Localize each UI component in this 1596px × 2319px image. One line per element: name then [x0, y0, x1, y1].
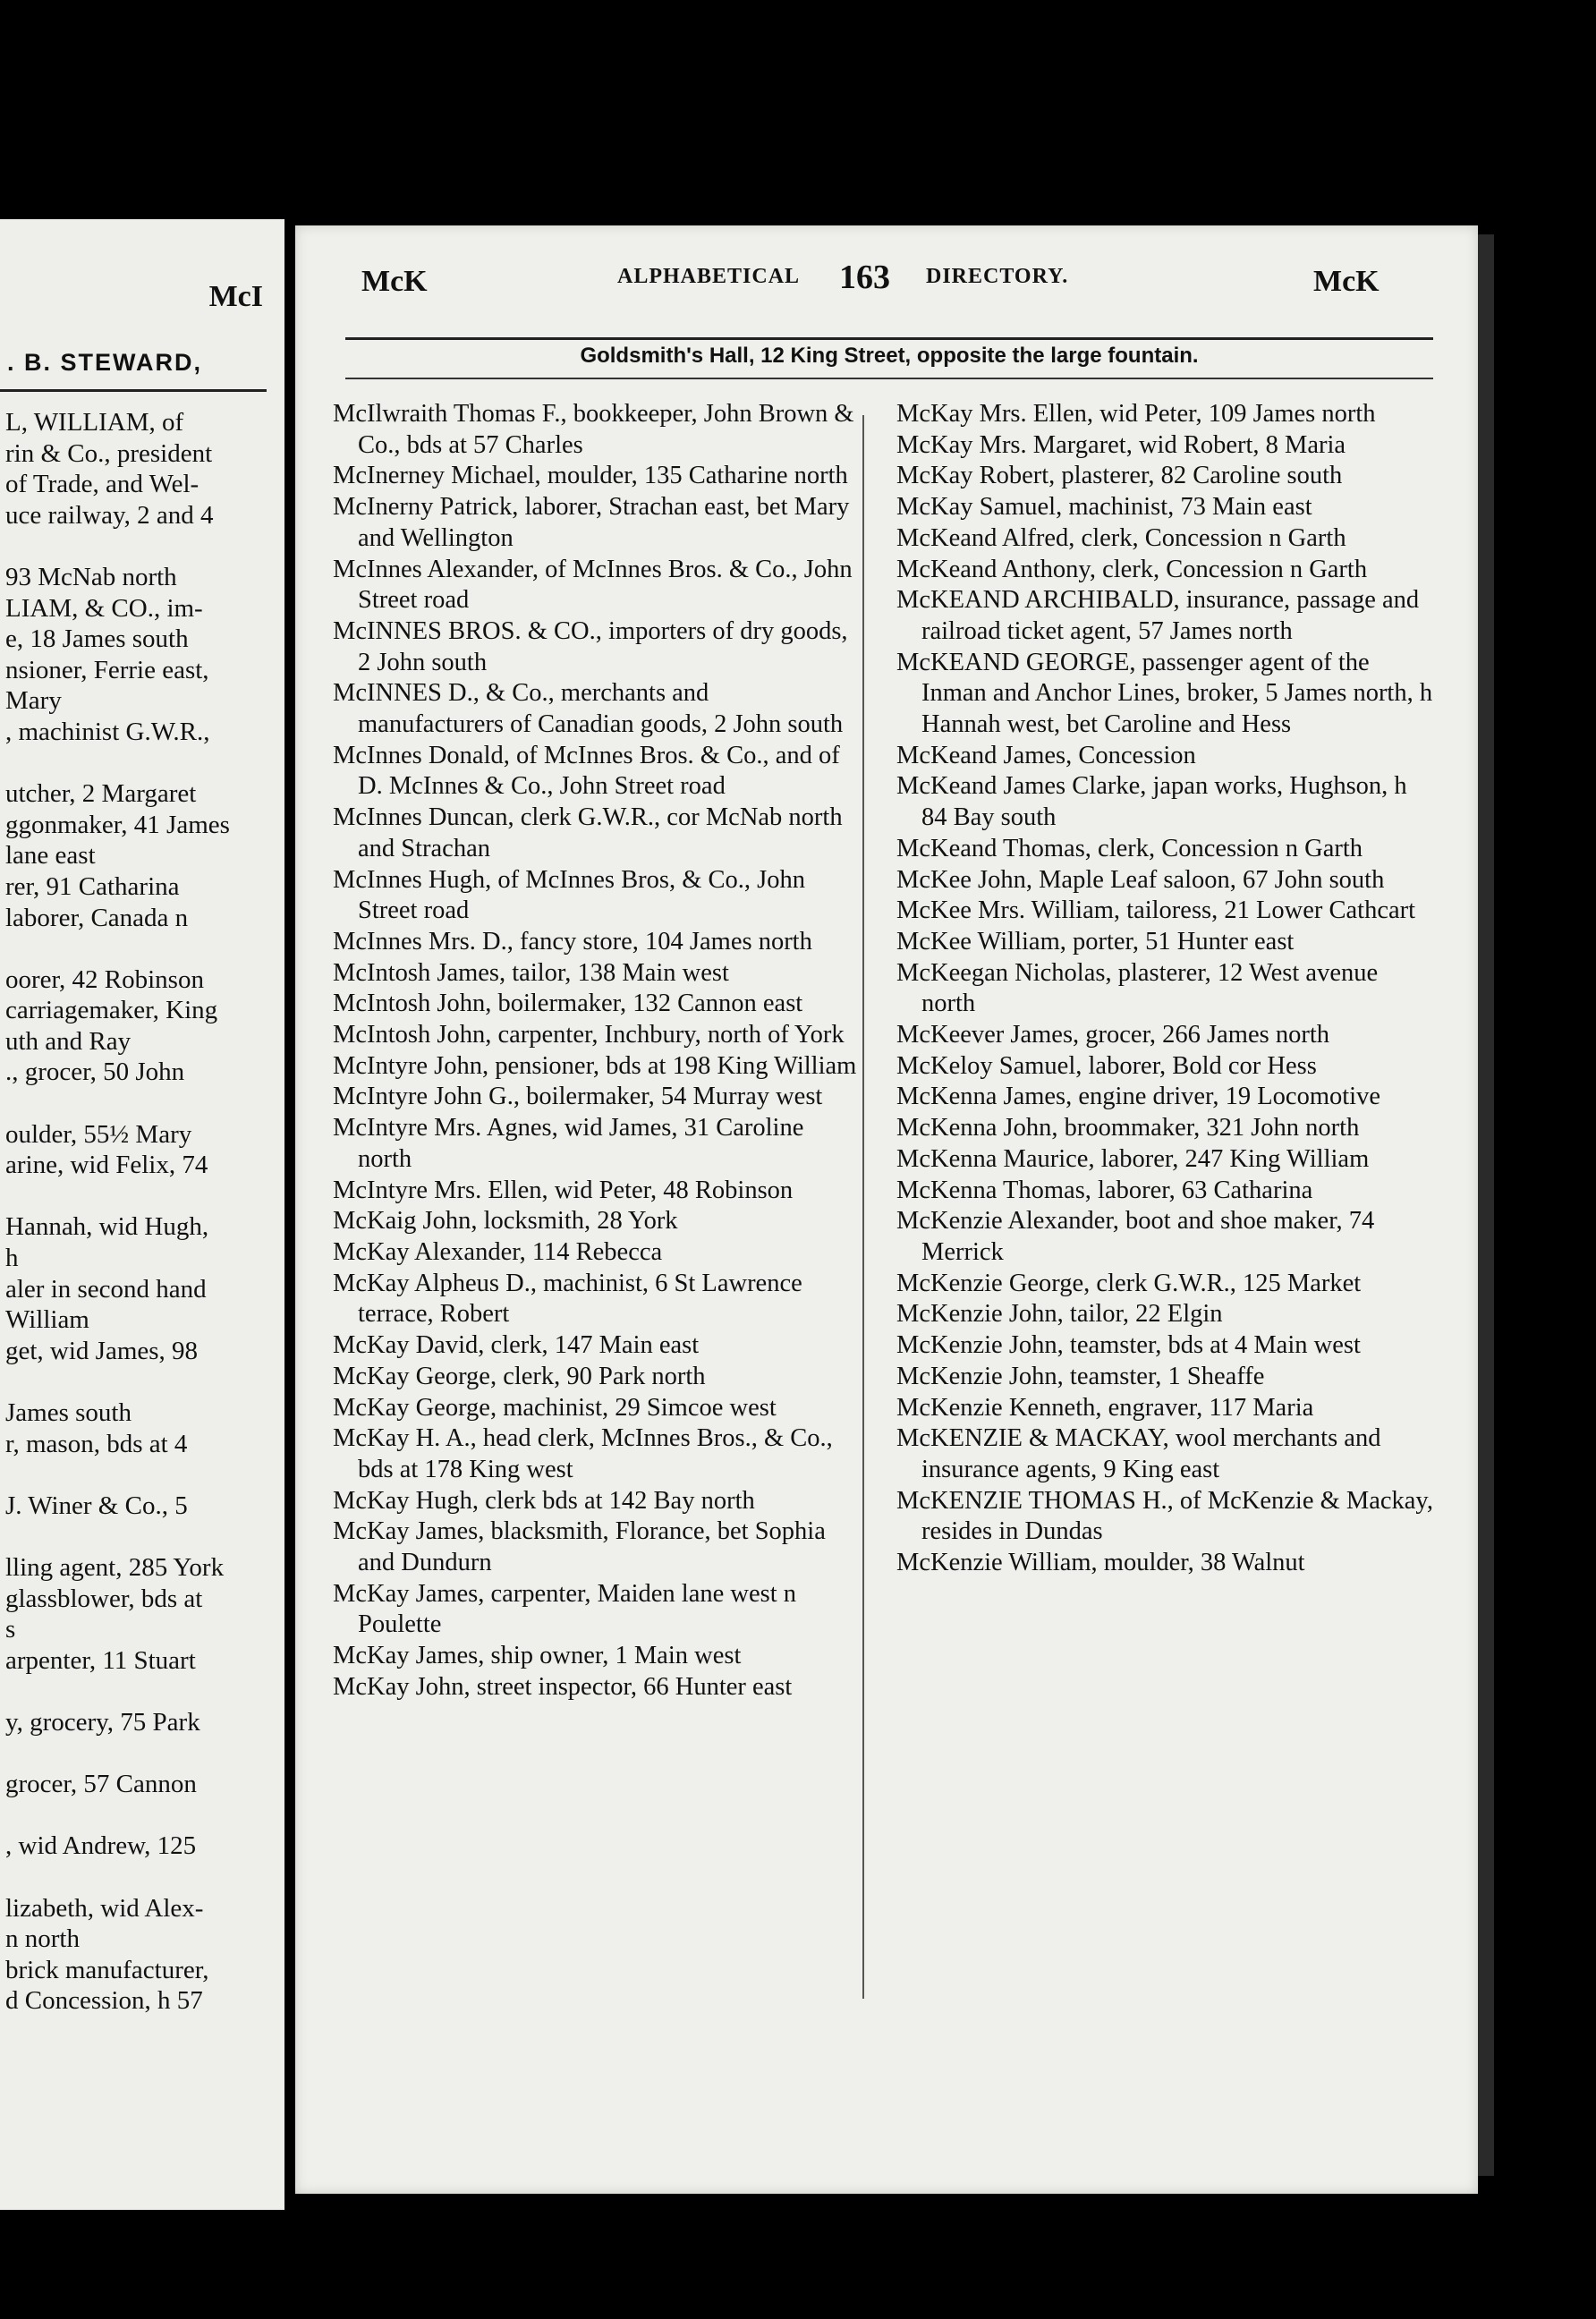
directory-entry: McKeand Alfred, clerk, Concession n Garth — [896, 523, 1346, 552]
left-page-line: arine, wid Felix, 74 — [5, 1151, 208, 1180]
left-page-line: oorer, 42 Robinson — [5, 964, 204, 994]
left-page-line: oulder, 55½ Mary — [5, 1119, 192, 1149]
directory-entry: McKay George, clerk, 90 Park north — [333, 1362, 706, 1390]
directory-entry: McKee John, Maple Leaf saloon, 67 John south — [896, 865, 1385, 894]
left-page-line: nsioner, Ferrie east, — [5, 655, 209, 684]
directory-entry: McKEAND ARCHIBALD, insurance, passage and railroad ticket agent, 57 James north — [896, 586, 1420, 645]
advertisement-subheading: Goldsmith's Hall, 12 King Street, opposite the large fountain. — [580, 344, 1199, 368]
directory-entry: McKay James, carpenter, Maiden lane west n Poulette — [333, 1579, 796, 1639]
directory-entry: McKeegan Nicholas, plasterer, 12 West avenue north — [896, 958, 1379, 1018]
left-page-line — [5, 1862, 274, 1893]
directory-entry: McKay David, clerk, 147 Main east — [333, 1331, 700, 1360]
left-page-line: utcher, 2 Margaret — [5, 779, 197, 809]
left-page-line: get, wid James, 98 — [5, 1336, 199, 1365]
directory-entry: McKeand James Clarke, japan works, Hughson, h 84 Bay south — [896, 772, 1407, 832]
left-page-line — [5, 1676, 274, 1707]
left-page-line — [5, 1181, 274, 1212]
left-page-line: e, 18 James south — [5, 624, 189, 654]
directory-entry: McIntosh John, carpenter, Inchbury, north of York — [333, 1021, 845, 1049]
directory-entry: McKenzie John, teamster, 1 Sheaffe — [896, 1362, 1265, 1390]
directory-entry: McIntosh James, tailor, 138 Main west — [333, 958, 729, 987]
directory-column-1 — [333, 399, 859, 1703]
running-head-right: McK — [1313, 265, 1380, 298]
directory-entry: McKenzie George, clerk G.W.R., 125 Market — [896, 1269, 1362, 1297]
directory-entry: McKenna Thomas, laborer, 63 Catharina — [896, 1176, 1313, 1204]
directory-entry: McInnes Mrs. D., fancy store, 104 James north — [333, 927, 812, 956]
directory-entry: McKenzie Kenneth, engraver, 117 Maria — [896, 1393, 1314, 1422]
directory-entry: McKay James, ship owner, 1 Main west — [333, 1642, 742, 1670]
directory-entry: McKaig John, locksmith, 28 York — [333, 1207, 678, 1236]
left-page-line — [5, 1521, 274, 1552]
page-number: 163 — [839, 259, 890, 296]
left-page-line: , wid Andrew, 125 — [5, 1831, 197, 1861]
left-running-head: McI — [208, 280, 263, 313]
left-page-line: William — [5, 1305, 89, 1335]
directory-entry: McKeand Anthony, clerk, Concession n Garth — [896, 555, 1368, 583]
left-page-line: lling agent, 285 York — [5, 1552, 225, 1582]
left-page-line — [5, 1088, 274, 1119]
left-page-line: n north — [5, 1924, 80, 1954]
left-page-line: LIAM, & CO., im- — [5, 593, 203, 623]
directory-entry: McKay John, street inspector, 66 Hunter east — [333, 1672, 793, 1701]
directory-entry: McKay Robert, plasterer, 82 Caroline south — [896, 462, 1343, 490]
directory-entry: McKay Mrs. Margaret, wid Robert, 8 Maria — [896, 430, 1346, 459]
header-rule — [345, 337, 1433, 340]
subheading-rule — [345, 378, 1433, 379]
left-page-line: J. Winer & Co., 5 — [5, 1491, 188, 1520]
directory-entry: McKay Mrs. Ellen, wid Peter, 109 James north — [896, 400, 1376, 428]
left-page-line: , machinist G.W.R., — [5, 717, 210, 746]
directory-entry: McIntosh John, boilermaker, 132 Cannon east — [333, 990, 803, 1018]
directory-entry: McKay James, blacksmith, Florance, bet Sophia and Dundurn — [333, 1517, 826, 1577]
left-page-line: L, WILLIAM, of — [5, 408, 184, 437]
left-page-line: of Trade, and Wel- — [5, 470, 200, 499]
directory-entry: McINNES BROS. & CO., importers of dry goods, 2 John south — [333, 616, 848, 676]
left-page-line: Mary — [5, 686, 62, 716]
left-page-line — [5, 1459, 274, 1491]
directory-entry: McKay H. A., head clerk, McInnes Bros., & Co., bds at 178 King west — [333, 1424, 833, 1483]
directory-entry: McInerney Michael, moulder, 135 Catharine north — [333, 462, 848, 490]
directory-entry: McKee William, porter, 51 Hunter east — [896, 927, 1295, 956]
left-page-lines — [5, 407, 274, 2017]
left-page-line — [5, 933, 274, 964]
directory-entry: McKeever James, grocer, 266 James north — [896, 1021, 1329, 1049]
directory-entry: McKeand James, Concession — [896, 741, 1196, 769]
directory-entry: McKenna James, engine driver, 19 Locomotive — [896, 1083, 1380, 1111]
directory-entry: McIntyre John G., boilermaker, 54 Murray west — [333, 1083, 823, 1111]
left-page-line — [5, 1800, 274, 1831]
directory-entry: McKEAND GEORGE, passenger agent of the Inman and Anchor Lines, broker, 5 James north, h Hannah west, bet Caroline and Hess — [896, 648, 1433, 739]
directory-entry: McKenna John, broommaker, 321 John north — [896, 1114, 1360, 1143]
directory-entry: McInnes Donald, of McInnes Bros. & Co., and of D. McInnes & Co., John Street road — [333, 741, 840, 801]
directory-entry: McKee Mrs. William, tailoress, 21 Lower Cathcart — [896, 896, 1416, 925]
left-page-line: brick manufacturer, — [5, 1955, 209, 1984]
directory-entry: McInerny Patrick, laborer, Strachan east, bet Mary and Wellington — [333, 493, 850, 552]
left-page-line — [5, 748, 274, 779]
directory-entry: McKenzie William, moulder, 38 Walnut — [896, 1549, 1305, 1577]
left-page-line: y, grocery, 75 Park — [5, 1707, 200, 1737]
directory-entry: McKay Samuel, machinist, 73 Main east — [896, 493, 1312, 522]
directory-entry: McKenzie Alexander, boot and shoe maker, 74 Merrick — [896, 1207, 1375, 1266]
left-page-line: rer, 91 Catharina — [5, 871, 180, 901]
directory-entry: McIntyre John, pensioner, bds at 198 King William — [333, 1051, 857, 1080]
directory-entry: McKay George, machinist, 29 Simcoe west — [333, 1393, 777, 1422]
left-page-line: arpenter, 11 Stuart — [5, 1645, 196, 1675]
left-page-line: h — [5, 1244, 19, 1273]
left-page-line: uth and Ray — [5, 1026, 132, 1056]
left-page — [0, 219, 284, 2210]
left-page-line: ggonmaker, 41 James — [5, 810, 230, 839]
left-page-line: d Concession, h 57 — [5, 1986, 203, 2016]
running-head-directory: DIRECTORY. — [926, 265, 1069, 288]
directory-entry: McIntyre Mrs. Ellen, wid Peter, 48 Robinson — [333, 1176, 794, 1204]
directory-entry: McIlwraith Thomas F., bookkeeper, John Brown & Co., bds at 57 Charles — [333, 400, 854, 459]
directory-entry: McInnes Alexander, of McInnes Bros. & Co., John Street road — [333, 555, 853, 615]
directory-entry: McINNES D., & Co., merchants and manufacturers of Canadian goods, 2 John south — [333, 679, 844, 739]
left-page-line: s — [5, 1615, 16, 1644]
right-page — [295, 225, 1478, 2194]
left-page-line — [5, 1738, 274, 1770]
left-page-line: r, mason, bds at 4 — [5, 1429, 188, 1458]
left-page-line — [5, 531, 274, 562]
page-edge — [1478, 234, 1494, 2176]
left-page-line: uce railway, 2 and 4 — [5, 500, 214, 530]
left-page-line: rin & Co., president — [5, 438, 213, 468]
directory-entry: McKENZIE & MACKAY, wool merchants and insurance agents, 9 King east — [896, 1424, 1381, 1483]
directory-entry: McInnes Hugh, of McInnes Bros, & Co., John Street road — [333, 865, 806, 925]
left-page-line: laborer, Canada n — [5, 903, 189, 932]
directory-entry: McInnes Duncan, clerk G.W.R., cor McNab north and Strachan — [333, 803, 843, 862]
left-rule — [0, 389, 267, 392]
left-page-line — [5, 1366, 274, 1397]
running-head-left: McK — [361, 265, 428, 298]
left-page-line: lane east — [5, 841, 96, 871]
left-page-line: carriagemaker, King — [5, 996, 218, 1025]
directory-entry: McKay Alpheus D., machinist, 6 St Lawrence terrace, Robert — [333, 1269, 802, 1329]
left-page-line: grocer, 57 Cannon — [5, 1770, 197, 1799]
directory-entry: McKeand Thomas, clerk, Concession n Garth — [896, 834, 1363, 862]
directory-entry: McKENZIE THOMAS H., of McKenzie & Mackay, resides in Dundas — [896, 1486, 1433, 1546]
directory-entry: McKenna Maurice, laborer, 247 King William — [896, 1144, 1370, 1173]
left-page-line: Hannah, wid Hugh, — [5, 1212, 209, 1242]
left-page-line: aler in second hand — [5, 1274, 207, 1304]
directory-entry: McKeloy Samuel, laborer, Bold cor Hess — [896, 1051, 1317, 1080]
directory-entry: McKenzie John, tailor, 22 Elgin — [896, 1300, 1223, 1329]
column-divider — [862, 415, 864, 1999]
left-page-line: 93 McNab north — [5, 562, 177, 591]
left-page-line: glassblower, bds at — [5, 1584, 203, 1613]
left-page-line: James south — [5, 1398, 132, 1427]
directory-entry: McIntyre Mrs. Agnes, wid James, 31 Caroline north — [333, 1114, 804, 1173]
directory-entry: McKay Alexander, 114 Rebecca — [333, 1237, 663, 1266]
left-page-line: lizabeth, wid Alex- — [5, 1893, 204, 1923]
left-subheading: . B. STEWARD, — [7, 349, 203, 376]
directory-entry: McKenzie John, teamster, bds at 4 Main west — [896, 1331, 1361, 1360]
directory-entry: McKay Hugh, clerk bds at 142 Bay north — [333, 1486, 755, 1515]
running-head-center: ALPHABETICAL — [617, 265, 801, 288]
left-page-line: ., grocer, 50 John — [5, 1058, 185, 1087]
directory-column-2 — [896, 399, 1433, 1579]
